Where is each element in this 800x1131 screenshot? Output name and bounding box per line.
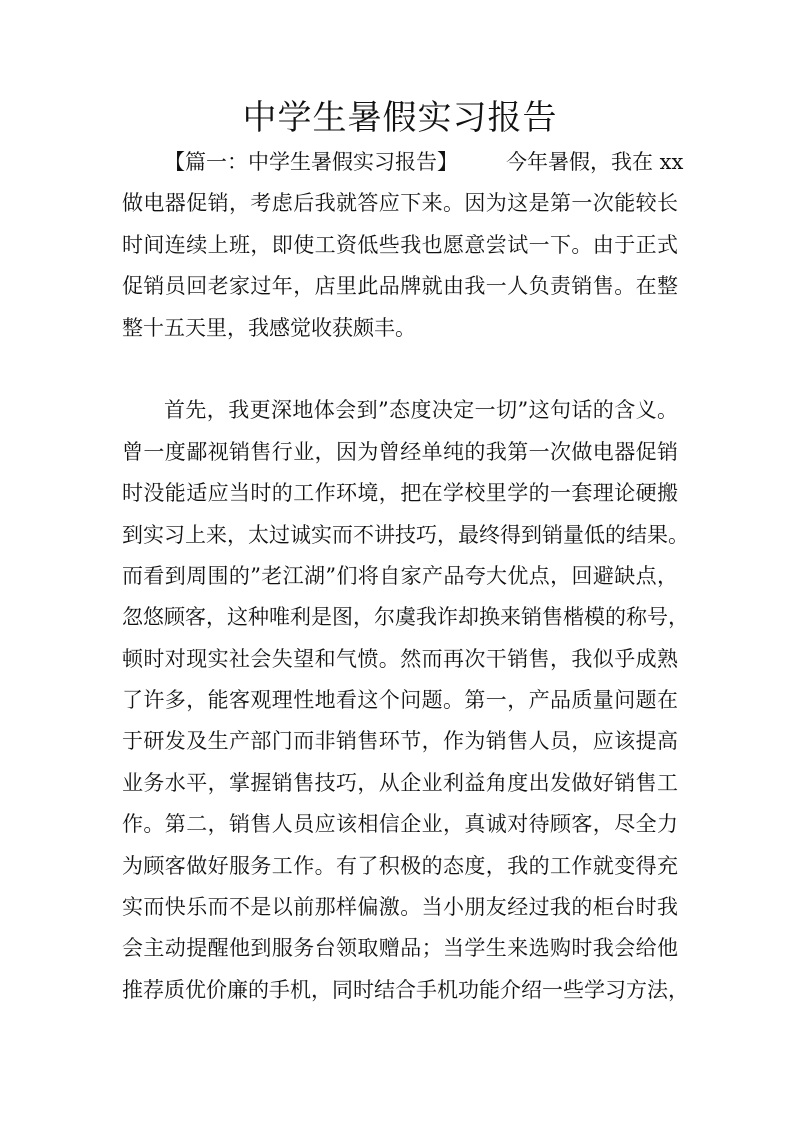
paragraph-2-line: 到实习上来，太过诚实而不讲技巧，最终得到销量低的结果。 [122,522,689,547]
paragraph-1-line: 时间连续上班，即使工资低些我也愿意尝试一下。由于正式 [122,232,678,257]
paragraph-2-line: 作。第二，销售人员应该相信企业，真诚对待顾客，尽全力 [122,812,678,837]
paragraph-1-line: 做电器促销，考虑后我就答应下来。因为这是第一次能较长 [122,191,678,216]
document-title: 中学生暑假实习报告 [242,98,558,138]
paragraph-2-line: 了许多，能客观理性地看这个问题。第一，产品质量问题在 [122,688,678,713]
paragraph-2-line: 业务水平，掌握销售技巧，从企业利益角度出发做好销售工 [122,770,678,795]
paragraph-2-line: 实而快乐而不是以前那样偏激。当小朋友经过我的柜台时我 [122,895,678,920]
paragraph-2-line: 忽悠顾客，这种唯利是图，尔虞我诈却换来销售楷模的称号， [122,605,689,630]
paragraph-1-first-line [122,142,684,183]
paragraph-2-line: 会主动提醒他到服务台领取赠品；当学生来选购时我会给他 [122,936,678,961]
paragraph-2-line: 而看到周围的”老江湖”们将自家产品夸大优点，回避缺点， [122,563,678,588]
paragraph-2-line: 曾一度鄙视销售行业，因为曾经单纯的我第一次做电器促销 [122,439,678,464]
paragraph-1-line: 促销员回老家过年，店里此品牌就由我一人负责销售。在整 [122,274,678,299]
paragraph-1-line: 整十五天里，我感觉收获颇丰。 [122,315,416,340]
paragraph-2-line: 首先，我更深地体会到”态度决定一切”这句话的含义。 [164,398,678,423]
paragraph-2-line: 于研发及生产部门而非销售环节，作为销售人员，应该提高 [122,729,678,754]
section-heading: 【篇一：中学生暑假实习报告】 [164,150,458,174]
document-body [122,142,689,1011]
paragraph-spacer [122,349,678,390]
paragraph-2-line: 顿时对现实社会失望和气愤。然而再次干销售，我似乎成熟 [122,646,678,671]
paragraph-2-line: 为顾客做好服务工作。有了积极的态度，我的工作就变得充 [122,853,678,878]
paragraph-2-line: 时没能适应当时的工作环境，把在学校里学的一套理论硬搬 [122,481,678,506]
paragraph-2-line: 推荐质优价廉的手机，同时结合手机功能介绍一些学习方法， [122,977,689,1002]
paragraph-1-lead: 今年暑假，我在 xx [506,150,684,174]
